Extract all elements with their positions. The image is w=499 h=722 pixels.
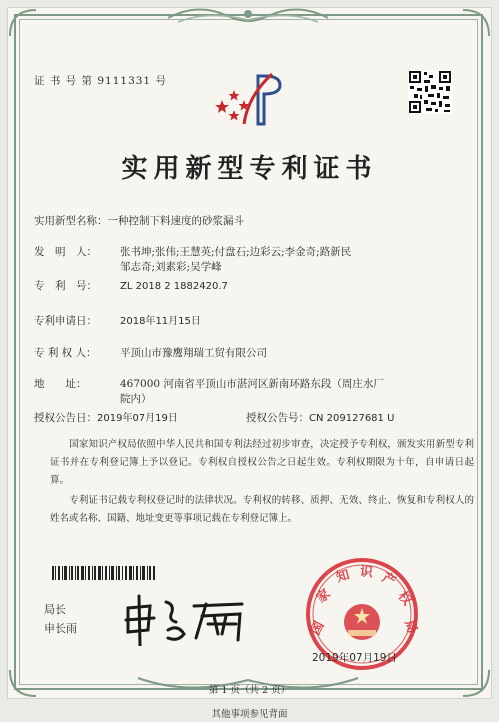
patentee-label: 专 利 权 人： bbox=[34, 347, 97, 359]
grant-number-label: 授权公告号： bbox=[246, 412, 309, 424]
address-value: 467000 河南省平顶山市湛河区新南环路东段（周庄水厂 bbox=[120, 378, 384, 390]
director-name: 申长雨 bbox=[44, 622, 77, 635]
corner-ornament-icon bbox=[8, 8, 38, 38]
svg-text:家: 家 bbox=[313, 586, 334, 607]
cnipa-logo-icon bbox=[214, 70, 298, 128]
svg-text:局: 局 bbox=[401, 618, 420, 636]
inventor-value: 张书坤;张伟;王慧英;付盘石;边彩云;李金奇;路新民 bbox=[120, 246, 352, 258]
inventor-value-line2: 邹志奇;刘素彩;吴学峰 bbox=[120, 261, 222, 273]
patentee-value: 平顶山市豫鹰翔瑞工贸有限公司 bbox=[120, 347, 267, 359]
page-number: 第 1 页（共 2 页） bbox=[208, 685, 291, 696]
address-row bbox=[34, 377, 384, 392]
svg-text:国: 国 bbox=[308, 619, 328, 638]
handwritten-signature bbox=[122, 594, 262, 646]
svg-text:产: 产 bbox=[379, 570, 398, 590]
corner-ornament-icon bbox=[461, 8, 491, 38]
utility-model-name-value: 一种控制下料速度的砂浆漏斗 bbox=[107, 215, 244, 227]
filing-date-label: 专利申请日： bbox=[34, 315, 97, 327]
certificate-number: 证 书 号 第 9111331 号 bbox=[34, 75, 167, 87]
grant-date-label: 授权公告日： bbox=[34, 412, 97, 424]
legal-status-paragraph: 专利证书记载专利权登记时的法律状况。专利权的转移、质押、无效、终止、恢复和专利权人的姓名或名称、国籍、地址变更等事项记载在专利登记簿上。 bbox=[50, 495, 474, 524]
svg-text:识: 识 bbox=[359, 564, 374, 581]
filing-date-row bbox=[34, 314, 201, 329]
patent-certificate bbox=[8, 8, 491, 698]
inventor-row bbox=[34, 245, 351, 260]
qr-code-icon bbox=[408, 70, 452, 114]
patent-number-value: ZL 2018 2 1882420.7 bbox=[120, 281, 228, 292]
svg-text:知: 知 bbox=[334, 567, 352, 586]
top-ornament-icon bbox=[158, 4, 338, 28]
address-label: 地 址： bbox=[34, 378, 87, 390]
grant-number-value: CN 209127681 U bbox=[309, 413, 395, 424]
certificate-title: 实用新型专利证书 bbox=[121, 154, 378, 184]
barcode-icon bbox=[52, 566, 156, 580]
patent-number-row bbox=[34, 279, 228, 294]
inventor-label: 发 明 人： bbox=[34, 246, 97, 258]
utility-model-name-row bbox=[34, 214, 244, 229]
utility-model-name-label: 实用新型名称： bbox=[34, 215, 108, 227]
address-value-line2: 院内） bbox=[120, 393, 152, 405]
svg-text:权: 权 bbox=[394, 588, 415, 609]
grant-date-row bbox=[34, 411, 178, 426]
director-title: 局长 bbox=[44, 603, 66, 616]
grant-date-value: 2019年07月19日 bbox=[97, 413, 178, 424]
grant-number-row bbox=[246, 411, 394, 426]
patentee-row bbox=[34, 346, 267, 361]
back-side-note: 其他事项参见背面 bbox=[211, 709, 288, 720]
seal-date: 2019年07月19日 bbox=[312, 652, 397, 664]
grant-statement-paragraph: 国家知识产权局依照中华人民共和国专利法经过初步审查，决定授予专利权，颁发实用新型专利证书并在专利登记簿上予以登记。专利权自授权公告之日起生效。专利权期限为十年，自申请日起算。 bbox=[50, 439, 474, 486]
filing-date-value: 2018年11月15日 bbox=[120, 316, 201, 327]
patent-number-label: 专 利 号： bbox=[34, 280, 97, 292]
